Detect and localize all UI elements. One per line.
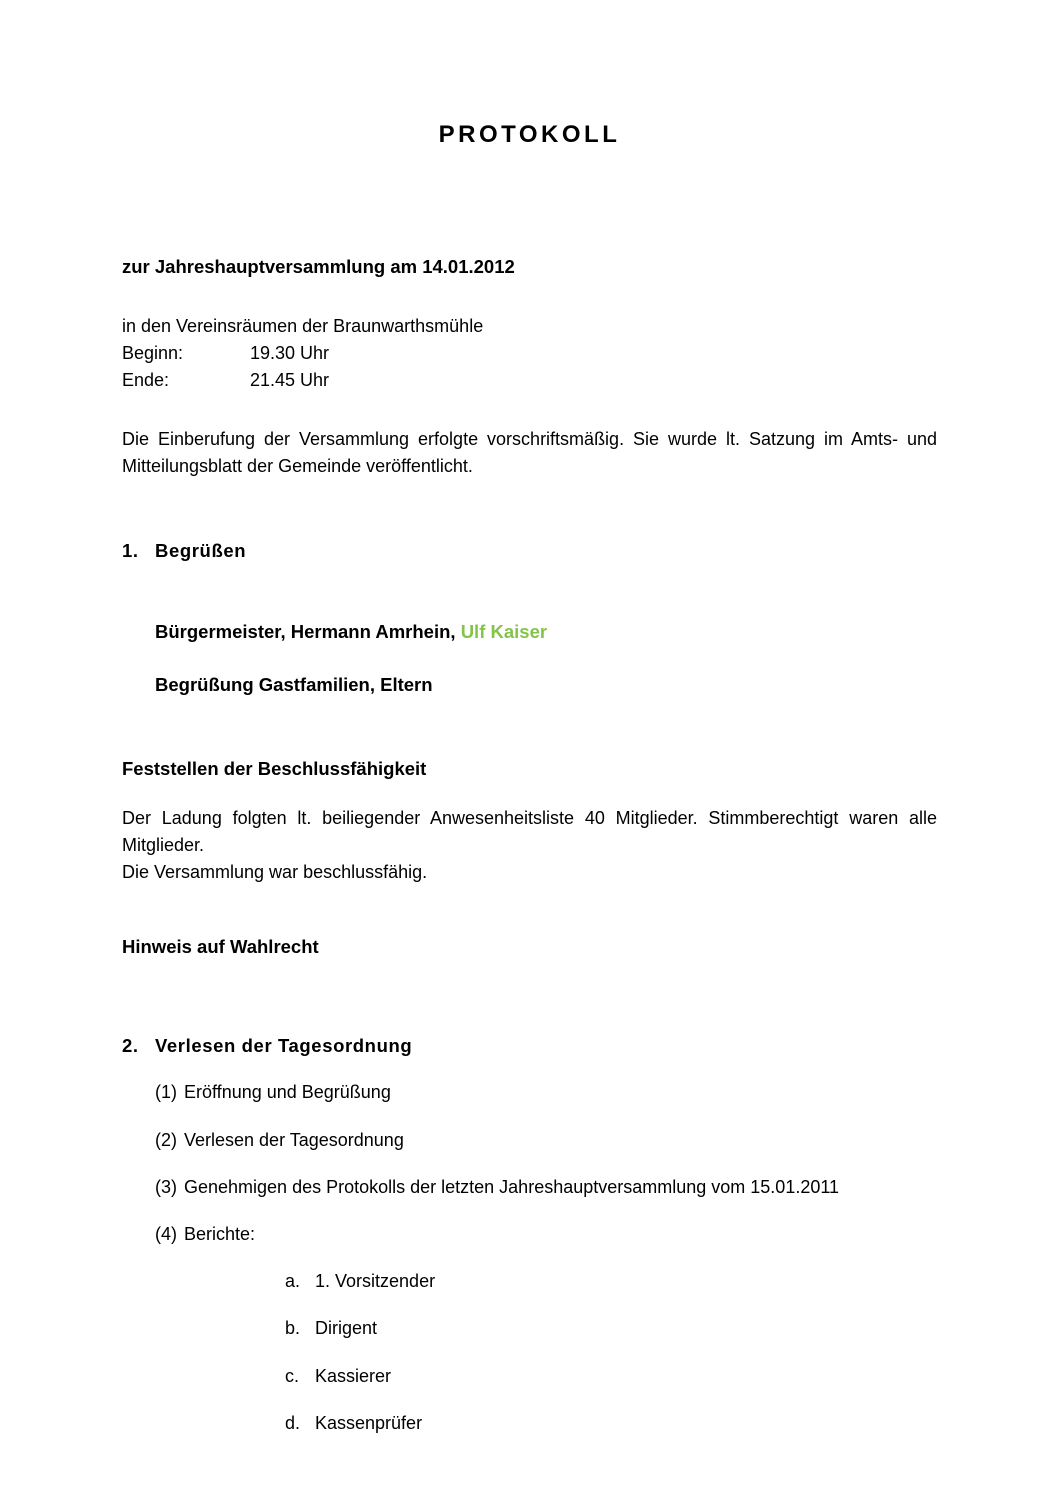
list-item: [155, 1222, 937, 1247]
agenda-marker: (2): [155, 1129, 177, 1150]
report-marker: b.: [285, 1318, 301, 1339]
vote-right-heading: Hinweis auf Wahlrecht: [122, 935, 319, 957]
quorum-paragraph-1: Der Ladung folgten lt. beiliegender Anwesenheitsliste 40 Mitglieder. Stimmberechtigt waren alle Mitglieder.: [122, 807, 937, 855]
section-heading-2: [122, 1033, 937, 1059]
report-label: Kassenprüfer: [315, 1412, 423, 1433]
report-label: Kassierer: [315, 1365, 392, 1386]
section-number-2: 2.: [122, 1034, 139, 1056]
quorum-heading: Feststellen der Beschlussfähigkeit: [122, 757, 427, 779]
agenda-marker: (3): [155, 1176, 177, 1197]
meeting-title: zur Jahreshauptversammlung am 14.01.2012: [122, 256, 515, 278]
agenda-label: Verlesen der Tagesordnung: [184, 1129, 404, 1150]
section-label-2: Verlesen der Tagesordnung: [155, 1034, 413, 1056]
report-list: [122, 1269, 937, 1436]
agenda-label: Eröffnung und Begrüßung: [184, 1082, 391, 1103]
section-heading-1: [122, 538, 937, 564]
convocation-notice: Die Einberufung der Versammlung erfolgte vorschriftsmäßig. Sie wurde lt. Satzung im Amts- und Mitteilungsblatt der Gemeinde veröffentlicht.: [122, 429, 937, 477]
greeting-line-1: [155, 619, 937, 645]
greeting-prefix: Bürgermeister, Hermann Amrhein,: [155, 621, 461, 643]
time-value-end: 21.45 Uhr: [250, 370, 330, 391]
time-label-end: Ende:: [122, 370, 170, 391]
list-item: [155, 1175, 937, 1200]
report-marker: d.: [285, 1412, 301, 1433]
list-item: [155, 1128, 937, 1153]
time-label-start: Beginn:: [122, 343, 184, 364]
list-item: [285, 1316, 937, 1341]
venue-line: in den Vereinsräumen der Braunwarthsmühle: [122, 316, 484, 337]
agenda-label: Berichte:: [184, 1223, 256, 1244]
quorum-paragraph-2: Die Versammlung war beschlussfähig.: [122, 861, 428, 882]
report-label: Dirigent: [315, 1318, 378, 1339]
agenda-marker: (4): [155, 1223, 177, 1244]
time-row-start: [122, 340, 937, 367]
venue-block: [122, 313, 937, 394]
agenda-label: Genehmigen des Protokolls der letzten Jahreshauptversammlung vom 15.01.2011: [184, 1176, 840, 1197]
time-value-start: 19.30 Uhr: [250, 343, 330, 364]
greeting-accent-name: Ulf Kaiser: [460, 621, 548, 643]
report-label: 1. Vorsitzender: [315, 1271, 436, 1292]
page-title: PROTOKOLL: [438, 121, 621, 148]
time-row-end: [122, 367, 937, 394]
agenda-list: [122, 1080, 937, 1247]
list-item: [285, 1411, 937, 1436]
greeting-line-2: Begrüßung Gastfamilien, Eltern: [155, 673, 433, 695]
section-number-1: 1.: [122, 540, 139, 562]
list-item: [155, 1080, 937, 1105]
agenda-marker: (1): [155, 1082, 177, 1103]
list-item: [285, 1269, 937, 1294]
document-body: [122, 0, 937, 1458]
report-marker: a.: [285, 1271, 301, 1292]
report-marker: c.: [285, 1365, 300, 1386]
list-item: [285, 1364, 937, 1389]
quorum-body: [122, 805, 937, 886]
section-label-1: Begrüßen: [155, 540, 247, 562]
